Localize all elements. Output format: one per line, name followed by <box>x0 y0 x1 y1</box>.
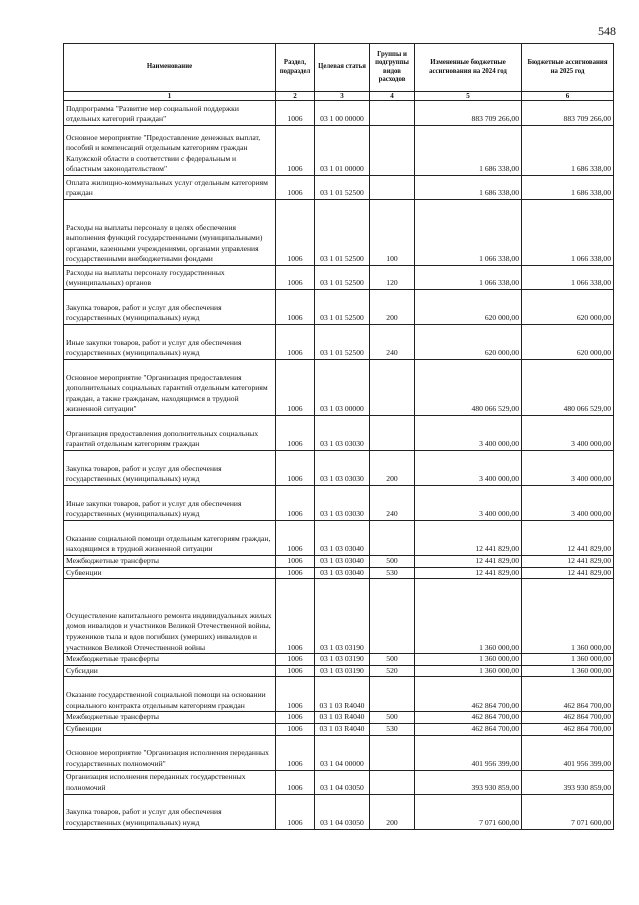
cell-amount-2025: 401 956 399,00 <box>522 735 614 770</box>
cell-target: 03 1 04 03050 <box>315 770 370 794</box>
cell-section: 1006 <box>276 735 315 770</box>
cell-section: 1006 <box>276 451 315 486</box>
column-number: 5 <box>415 92 522 101</box>
cell-target: 03 1 03 03040 <box>315 521 370 556</box>
cell-group <box>370 579 415 654</box>
table-row <box>64 176 614 200</box>
header-group: Группы и подгруппы видов расходов <box>370 44 415 92</box>
cell-amount-2025: 1 360 000,00 <box>522 579 614 654</box>
cell-amount-2024: 3 400 000,00 <box>415 486 522 521</box>
cell-target: 03 1 00 00000 <box>315 101 370 126</box>
header-target: Целевая статья <box>315 44 370 92</box>
cell-group: 240 <box>370 325 415 360</box>
cell-amount-2024: 1 360 000,00 <box>415 654 522 666</box>
page-number: 548 <box>598 24 616 38</box>
cell-amount-2024: 401 956 399,00 <box>415 735 522 770</box>
cell-amount-2024: 7 071 600,00 <box>415 794 522 829</box>
cell-amount-2024: 12 441 829,00 <box>415 556 522 568</box>
cell-section: 1006 <box>276 567 315 579</box>
cell-target: 03 1 03 00000 <box>315 360 370 416</box>
cell-target: 03 1 03 03040 <box>315 556 370 568</box>
cell-name: Закупка товаров, работ и услуг для обеспечения государственных (муниципальных) нужд <box>64 290 276 325</box>
table-row <box>64 451 614 486</box>
cell-name: Межбюджетные трансферты <box>64 712 276 724</box>
cell-section: 1006 <box>276 266 315 290</box>
cell-group: 500 <box>370 654 415 666</box>
cell-name: Осуществление капитального ремонта индивидуальных жилых домов инвалидов и участников Великой Отечественной войны, тружеников тыла и вдов погибших (умерших) инвалидов и участников Великой Отечественной войны <box>64 579 276 654</box>
cell-name: Основное мероприятие "Предоставление денежных выплат, пособий и компенсаций отдельным категориям граждан Калужской области в соответствии с федеральным и областным законодательством" <box>64 126 276 176</box>
cell-target: 03 1 03 03030 <box>315 451 370 486</box>
cell-name: Оказание социальной помощи отдельным категориям граждан, находящимся в трудной жизненной ситуации <box>64 521 276 556</box>
budget-table <box>63 43 614 830</box>
cell-amount-2024: 462 864 700,00 <box>415 723 522 735</box>
cell-name: Субсидии <box>64 665 276 677</box>
cell-amount-2025: 12 441 829,00 <box>522 567 614 579</box>
cell-name: Основное мероприятие "Организация предоставления дополнительных социальных гарантий отдельным категориям граждан, а также гражданам, находящимся в трудной жизненной ситуации" <box>64 360 276 416</box>
cell-group: 500 <box>370 712 415 724</box>
cell-name: Оплата жилищно-коммунальных услуг отдельным категориям граждан <box>64 176 276 200</box>
cell-target: 03 1 01 52500 <box>315 325 370 360</box>
cell-target: 03 1 01 00000 <box>315 126 370 176</box>
cell-name: Подпрограмма "Развитие мер социальной поддержки отдельных категорий граждан" <box>64 101 276 126</box>
column-number-row <box>64 92 614 101</box>
header-section: Раздел, подраздел <box>276 44 315 92</box>
cell-amount-2024: 3 400 000,00 <box>415 451 522 486</box>
cell-amount-2025: 462 864 700,00 <box>522 723 614 735</box>
cell-amount-2024: 1 686 338,00 <box>415 176 522 200</box>
cell-name: Оказание государственной социальной помощи на основании социального контракта отдельным категориям граждан <box>64 677 276 712</box>
cell-name: Иные закупки товаров, работ и услуг для обеспечения государственных (муниципальных) нужд <box>64 325 276 360</box>
cell-group: 200 <box>370 290 415 325</box>
cell-target: 03 1 03 03030 <box>315 486 370 521</box>
table-row <box>64 567 614 579</box>
cell-group <box>370 521 415 556</box>
cell-section: 1006 <box>276 360 315 416</box>
cell-amount-2025: 1 360 000,00 <box>522 665 614 677</box>
table-row <box>64 735 614 770</box>
cell-amount-2024: 462 864 700,00 <box>415 712 522 724</box>
header-name: Наименование <box>64 44 276 92</box>
cell-amount-2024: 1 686 338,00 <box>415 126 522 176</box>
cell-amount-2024: 883 709 266,00 <box>415 101 522 126</box>
table-row <box>64 677 614 712</box>
cell-group <box>370 416 415 451</box>
table-row <box>64 770 614 794</box>
cell-amount-2025: 462 864 700,00 <box>522 677 614 712</box>
cell-group: 520 <box>370 665 415 677</box>
cell-amount-2025: 1 686 338,00 <box>522 176 614 200</box>
table-row <box>64 521 614 556</box>
cell-target: 03 1 01 52500 <box>315 290 370 325</box>
cell-amount-2024: 620 000,00 <box>415 290 522 325</box>
cell-amount-2024: 12 441 829,00 <box>415 567 522 579</box>
cell-name: Закупка товаров, работ и услуг для обеспечения государственных (муниципальных) нужд <box>64 794 276 829</box>
cell-amount-2025: 480 066 529,00 <box>522 360 614 416</box>
table-header-row <box>64 44 614 92</box>
cell-section: 1006 <box>276 579 315 654</box>
cell-section: 1006 <box>276 200 315 266</box>
cell-amount-2024: 620 000,00 <box>415 325 522 360</box>
cell-name: Субвенции <box>64 567 276 579</box>
cell-name: Межбюджетные трансферты <box>64 654 276 666</box>
cell-amount-2024: 393 930 859,00 <box>415 770 522 794</box>
cell-target: 03 1 03 03190 <box>315 654 370 666</box>
cell-section: 1006 <box>276 770 315 794</box>
cell-amount-2025: 462 864 700,00 <box>522 712 614 724</box>
cell-target: 03 1 01 52500 <box>315 176 370 200</box>
header-2025: Бюджетные ассигнования на 2025 год <box>522 44 614 92</box>
cell-amount-2025: 393 930 859,00 <box>522 770 614 794</box>
table-row <box>64 712 614 724</box>
cell-amount-2024: 3 400 000,00 <box>415 416 522 451</box>
cell-group <box>370 176 415 200</box>
table-row <box>64 360 614 416</box>
cell-group: 100 <box>370 200 415 266</box>
cell-section: 1006 <box>276 556 315 568</box>
cell-group <box>370 126 415 176</box>
cell-name: Расходы на выплаты персоналу в целях обеспечения выполнения функций государственными (муниципальными) органами, казенными учреждениями, органами управления государственными внебюджетными фондами <box>64 200 276 266</box>
cell-amount-2025: 12 441 829,00 <box>522 556 614 568</box>
cell-name: Организация исполнения переданных государственных полномочий <box>64 770 276 794</box>
table-row <box>64 200 614 266</box>
cell-amount-2025: 883 709 266,00 <box>522 101 614 126</box>
header-2024: Измененные бюджетные ассигнования на 2024 год <box>415 44 522 92</box>
table-row <box>64 126 614 176</box>
table-row <box>64 486 614 521</box>
cell-amount-2025: 1 066 338,00 <box>522 266 614 290</box>
cell-section: 1006 <box>276 665 315 677</box>
cell-group <box>370 735 415 770</box>
cell-section: 1006 <box>276 101 315 126</box>
cell-section: 1006 <box>276 416 315 451</box>
cell-section: 1006 <box>276 794 315 829</box>
column-number: 4 <box>370 92 415 101</box>
cell-group <box>370 101 415 126</box>
cell-target: 03 1 03 03040 <box>315 567 370 579</box>
cell-amount-2025: 1 360 000,00 <box>522 654 614 666</box>
table-row <box>64 266 614 290</box>
cell-amount-2025: 3 400 000,00 <box>522 486 614 521</box>
cell-group: 120 <box>370 266 415 290</box>
table-row <box>64 579 614 654</box>
column-number: 6 <box>522 92 614 101</box>
cell-target: 03 1 03 03190 <box>315 579 370 654</box>
cell-section: 1006 <box>276 486 315 521</box>
cell-target: 03 1 03 R4040 <box>315 712 370 724</box>
cell-section: 1006 <box>276 325 315 360</box>
table-row <box>64 723 614 735</box>
table-row <box>64 794 614 829</box>
cell-target: 03 1 03 03190 <box>315 665 370 677</box>
table-row <box>64 101 614 126</box>
cell-section: 1006 <box>276 521 315 556</box>
cell-section: 1006 <box>276 126 315 176</box>
cell-name: Межбюджетные трансферты <box>64 556 276 568</box>
cell-target: 03 1 04 03050 <box>315 794 370 829</box>
table-row <box>64 416 614 451</box>
cell-amount-2025: 3 400 000,00 <box>522 451 614 486</box>
cell-amount-2025: 620 000,00 <box>522 290 614 325</box>
cell-amount-2025: 3 400 000,00 <box>522 416 614 451</box>
table-row <box>64 325 614 360</box>
cell-amount-2024: 12 441 829,00 <box>415 521 522 556</box>
cell-group: 530 <box>370 567 415 579</box>
cell-target: 03 1 01 52500 <box>315 266 370 290</box>
cell-group: 200 <box>370 451 415 486</box>
cell-target: 03 1 04 00000 <box>315 735 370 770</box>
cell-group <box>370 360 415 416</box>
cell-name: Иные закупки товаров, работ и услуг для обеспечения государственных (муниципальных) нужд <box>64 486 276 521</box>
cell-name: Расходы на выплаты персоналу государственных (муниципальных) органов <box>64 266 276 290</box>
cell-group: 200 <box>370 794 415 829</box>
cell-name: Организация предоставления дополнительных социальных гарантий отдельным категориям граждан <box>64 416 276 451</box>
table-row <box>64 665 614 677</box>
table-row <box>64 654 614 666</box>
cell-group <box>370 677 415 712</box>
cell-amount-2024: 1 066 338,00 <box>415 200 522 266</box>
cell-amount-2024: 1 066 338,00 <box>415 266 522 290</box>
cell-section: 1006 <box>276 290 315 325</box>
cell-amount-2025: 7 071 600,00 <box>522 794 614 829</box>
cell-amount-2025: 1 066 338,00 <box>522 200 614 266</box>
column-number: 2 <box>276 92 315 101</box>
cell-group: 500 <box>370 556 415 568</box>
table-row <box>64 290 614 325</box>
cell-section: 1006 <box>276 723 315 735</box>
cell-section: 1006 <box>276 176 315 200</box>
cell-group: 530 <box>370 723 415 735</box>
cell-section: 1006 <box>276 677 315 712</box>
cell-section: 1006 <box>276 712 315 724</box>
cell-amount-2024: 462 864 700,00 <box>415 677 522 712</box>
cell-amount-2025: 12 441 829,00 <box>522 521 614 556</box>
column-number: 1 <box>64 92 276 101</box>
column-number: 3 <box>315 92 370 101</box>
cell-target: 03 1 03 R4040 <box>315 677 370 712</box>
cell-target: 03 1 03 R4040 <box>315 723 370 735</box>
cell-section: 1006 <box>276 654 315 666</box>
cell-amount-2025: 1 686 338,00 <box>522 126 614 176</box>
cell-amount-2024: 1 360 000,00 <box>415 665 522 677</box>
cell-name: Основное мероприятие "Организация исполнения переданных государственных полномочий" <box>64 735 276 770</box>
cell-name: Закупка товаров, работ и услуг для обеспечения государственных (муниципальных) нужд <box>64 451 276 486</box>
cell-group <box>370 770 415 794</box>
cell-group: 240 <box>370 486 415 521</box>
cell-target: 03 1 03 03030 <box>315 416 370 451</box>
table-row <box>64 556 614 568</box>
cell-amount-2024: 480 066 529,00 <box>415 360 522 416</box>
cell-name: Субвенции <box>64 723 276 735</box>
cell-amount-2024: 1 360 000,00 <box>415 579 522 654</box>
cell-amount-2025: 620 000,00 <box>522 325 614 360</box>
cell-target: 03 1 01 52500 <box>315 200 370 266</box>
